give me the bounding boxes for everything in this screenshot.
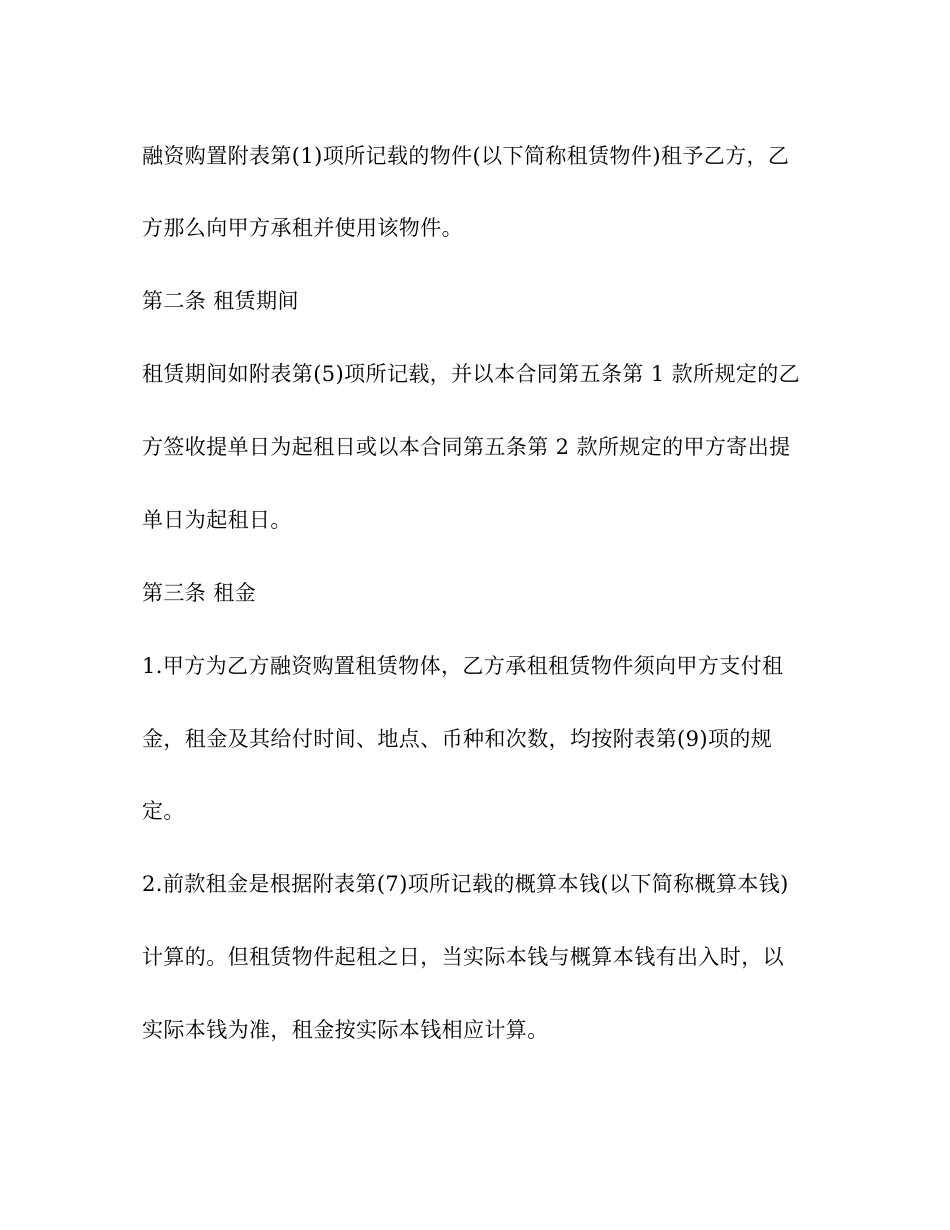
paragraph-line: 1.甲方为乙方融资购置租赁物体，乙方承租租赁物件须向甲方支付租: [142, 654, 784, 678]
paragraph-line: 租赁期间如附表第(5)项所记载，并以本合同第五条第 1 款所规定的乙: [142, 362, 801, 386]
section-heading: 第二条 租赁期间: [142, 289, 299, 313]
paragraph-line: 方那么向甲方承租并使用该物件。: [142, 216, 463, 240]
section-heading: 第三条 租金: [142, 581, 257, 605]
paragraph-line: 定。: [142, 799, 185, 823]
paragraph-line: 计算的。但租赁物件起租之日，当实际本钱与概算本钱有出入时，以: [142, 945, 784, 969]
paragraph-line: 实际本钱为准，租金按实际本钱相应计算。: [142, 1018, 549, 1042]
paragraph-line: 2.前款租金是根据附表第(7)项所记载的概算本钱(以下简称概算本钱): [142, 872, 789, 896]
paragraph-line: 方签收提单日为起租日或以本合同第五条第 2 款所规定的甲方寄出提: [142, 435, 791, 459]
paragraph-line: 融资购置附表第(1)项所记载的物件(以下简称租赁物件)租予乙方，乙: [142, 144, 790, 168]
paragraph-line: 单日为起租日。: [142, 508, 292, 532]
paragraph-line: 金，租金及其给付时间、地点、币种和次数，均按附表第(9)项的规: [142, 727, 773, 751]
